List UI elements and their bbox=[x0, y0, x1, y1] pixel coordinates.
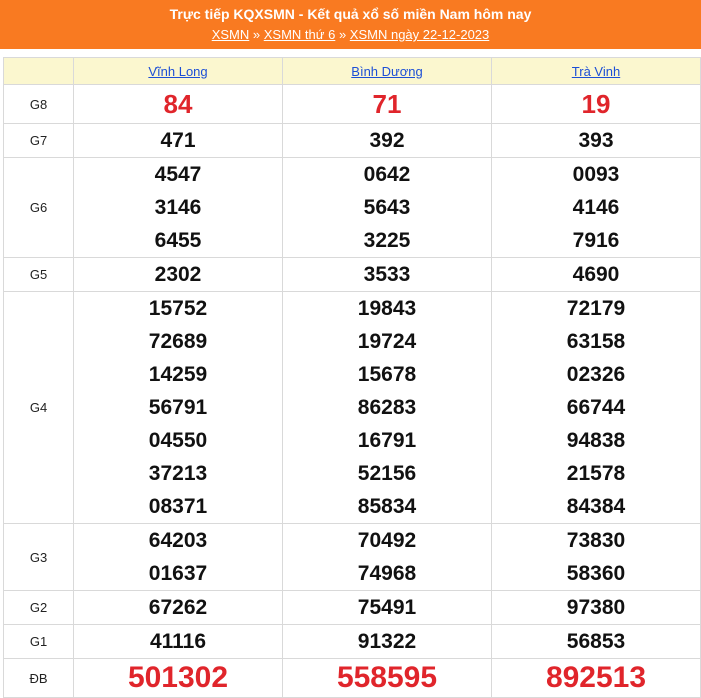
results-body bbox=[4, 85, 701, 698]
result-number: 6455 bbox=[154, 229, 202, 252]
result-cell bbox=[283, 85, 492, 124]
result-number: 5643 bbox=[363, 196, 411, 219]
result-number: 84 bbox=[163, 89, 193, 119]
prize-row bbox=[4, 292, 701, 524]
prize-label: ĐB bbox=[4, 659, 74, 698]
prize-label: G3 bbox=[4, 524, 74, 591]
prize-label: G4 bbox=[4, 292, 74, 524]
province-link-vinh-long[interactable]: Vĩnh Long bbox=[148, 63, 208, 79]
result-number: 558595 bbox=[336, 661, 438, 694]
results-table bbox=[3, 57, 701, 698]
result-cell bbox=[492, 258, 701, 292]
result-cell bbox=[74, 158, 283, 258]
result-number: 86283 bbox=[357, 396, 417, 419]
result-cell bbox=[74, 524, 283, 591]
result-number: 67262 bbox=[148, 596, 208, 619]
province-link-tra-vinh[interactable]: Trà Vinh bbox=[571, 63, 621, 79]
result-cell bbox=[283, 258, 492, 292]
result-number: 52156 bbox=[357, 462, 417, 485]
prize-row bbox=[4, 524, 701, 591]
result-number: 72689 bbox=[148, 330, 208, 353]
result-number: 471 bbox=[160, 129, 196, 152]
result-number: 393 bbox=[578, 129, 614, 152]
result-number: 2302 bbox=[154, 263, 202, 286]
result-number: 4690 bbox=[572, 263, 620, 286]
prize-row bbox=[4, 625, 701, 659]
result-cell bbox=[283, 292, 492, 524]
result-cell bbox=[283, 591, 492, 625]
result-number: 19724 bbox=[357, 330, 417, 353]
breadcrumb-xsmn-thu6-link[interactable]: XSMN thứ 6 bbox=[263, 27, 336, 42]
result-cell bbox=[74, 124, 283, 158]
page-title: Trực tiếp KQXSMN - Kết quả xổ số miền Nam hôm nay bbox=[169, 6, 532, 22]
prize-row bbox=[4, 659, 701, 698]
result-number: 21578 bbox=[566, 462, 626, 485]
result-cell bbox=[492, 292, 701, 524]
breadcrumb-xsmn-link[interactable]: XSMN bbox=[211, 27, 250, 42]
result-number: 7916 bbox=[572, 229, 620, 252]
result-number: 58360 bbox=[566, 562, 626, 585]
result-cell bbox=[74, 591, 283, 625]
province-header bbox=[74, 58, 283, 85]
result-number: 16791 bbox=[357, 429, 417, 452]
result-number: 01637 bbox=[148, 562, 208, 585]
result-number: 94838 bbox=[566, 429, 626, 452]
prize-label: G1 bbox=[4, 625, 74, 659]
result-cell bbox=[283, 124, 492, 158]
result-number: 72179 bbox=[566, 297, 626, 320]
result-number: 4146 bbox=[572, 196, 620, 219]
prize-label: G7 bbox=[4, 124, 74, 158]
result-number: 74968 bbox=[357, 562, 417, 585]
result-number: 3225 bbox=[363, 229, 411, 252]
result-cell bbox=[74, 625, 283, 659]
result-number: 63158 bbox=[566, 330, 626, 353]
province-header bbox=[492, 58, 701, 85]
result-number: 41116 bbox=[149, 630, 207, 653]
result-number: 0093 bbox=[572, 163, 620, 186]
result-number: 15752 bbox=[148, 297, 208, 320]
result-number: 64203 bbox=[148, 529, 208, 552]
result-number: 02326 bbox=[566, 363, 626, 386]
result-number: 14259 bbox=[148, 363, 208, 386]
result-number: 56791 bbox=[148, 396, 208, 419]
result-number: 66744 bbox=[566, 396, 626, 419]
result-number: 75491 bbox=[357, 596, 417, 619]
result-cell bbox=[74, 258, 283, 292]
result-cell bbox=[283, 524, 492, 591]
result-number: 84384 bbox=[566, 495, 626, 518]
result-number: 892513 bbox=[545, 661, 647, 694]
province-link-binh-duong[interactable]: Bình Dương bbox=[351, 63, 423, 79]
result-number: 501302 bbox=[127, 661, 229, 694]
prize-row bbox=[4, 258, 701, 292]
table-header-row bbox=[4, 58, 701, 85]
result-cell bbox=[283, 625, 492, 659]
page-header bbox=[0, 0, 701, 49]
result-cell bbox=[74, 292, 283, 524]
prize-row bbox=[4, 124, 701, 158]
result-number: 85834 bbox=[357, 495, 417, 518]
prize-label: G5 bbox=[4, 258, 74, 292]
result-number: 0642 bbox=[363, 163, 411, 186]
result-cell bbox=[492, 625, 701, 659]
result-number: 3146 bbox=[154, 196, 202, 219]
result-cell bbox=[492, 158, 701, 258]
prize-label: G8 bbox=[4, 85, 74, 124]
result-cell bbox=[492, 85, 701, 124]
prize-row bbox=[4, 591, 701, 625]
result-number: 392 bbox=[369, 129, 405, 152]
result-number: 19843 bbox=[357, 297, 417, 320]
result-number: 15678 bbox=[357, 363, 417, 386]
result-number: 08371 bbox=[148, 495, 208, 518]
prize-row bbox=[4, 85, 701, 124]
breadcrumb-separator: » bbox=[252, 27, 261, 42]
result-cell bbox=[492, 524, 701, 591]
result-number: 97380 bbox=[566, 596, 626, 619]
result-cell bbox=[283, 158, 492, 258]
result-cell bbox=[492, 591, 701, 625]
result-number: 73830 bbox=[566, 529, 626, 552]
result-number: 56853 bbox=[566, 630, 626, 653]
breadcrumb-separator: » bbox=[338, 27, 347, 42]
result-number: 71 bbox=[372, 89, 402, 119]
breadcrumb-date-link[interactable]: XSMN ngày 22-12-2023 bbox=[349, 27, 490, 42]
prize-label: G2 bbox=[4, 591, 74, 625]
result-cell bbox=[492, 124, 701, 158]
result-number: 19 bbox=[581, 89, 611, 119]
result-number: 37213 bbox=[148, 462, 208, 485]
result-cell bbox=[74, 659, 283, 698]
result-cell bbox=[74, 85, 283, 124]
breadcrumb bbox=[0, 26, 701, 43]
result-number: 3533 bbox=[363, 263, 411, 286]
result-number: 70492 bbox=[357, 529, 417, 552]
result-number: 04550 bbox=[148, 429, 208, 452]
result-number: 91322 bbox=[357, 630, 417, 653]
prize-label: G6 bbox=[4, 158, 74, 258]
result-number: 4547 bbox=[154, 163, 202, 186]
result-cell bbox=[492, 659, 701, 698]
province-header bbox=[283, 58, 492, 85]
header-empty-cell bbox=[4, 58, 74, 85]
result-cell bbox=[283, 659, 492, 698]
prize-row bbox=[4, 158, 701, 258]
